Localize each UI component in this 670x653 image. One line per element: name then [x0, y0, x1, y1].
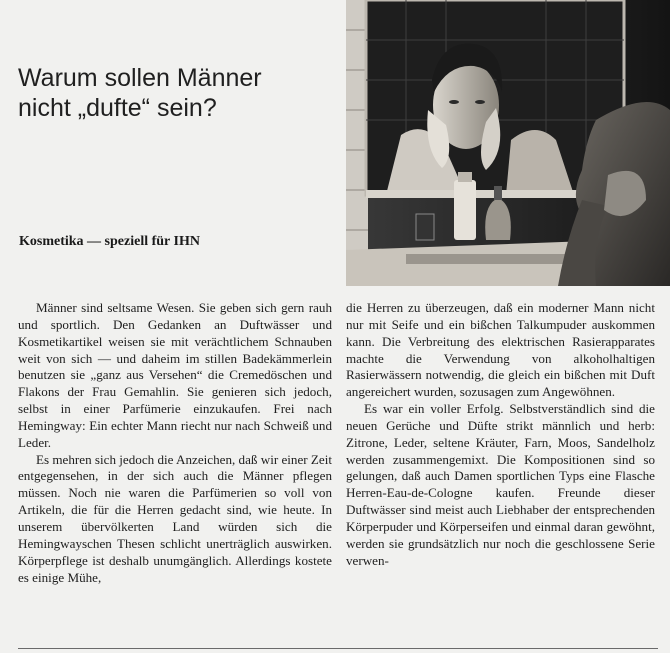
right-column: [346, 300, 655, 570]
headline-line-1: Warum sollen Männer: [18, 64, 262, 92]
man-shaving-mirror-photo: [346, 0, 670, 286]
subheading: Kosmetika — speziell für IHN: [19, 234, 200, 249]
left-column: [18, 300, 332, 586]
headline: [18, 63, 338, 123]
headline-line-2: nicht „dufte“ sein?: [18, 94, 217, 122]
bottom-rule: [18, 648, 658, 649]
paragraph-2: Es mehren sich jedoch die Anzeichen, daß wir einer Zeit entgegensehen, in der sich auch die Männer pflegen müssen. Noch nie waren die Parfümerien so voll von Artikeln, die für die Herren gedacht sind, wie heute. In unserem übervölkerten Land würden sich die Hemingwayschen Thesen schlicht unerträglich auswirken. Körperpflege ist deshalb unumgänglich. Allerdings kostete es einige Mühe,: [18, 451, 332, 585]
paragraph-1: Männer sind seltsame Wesen. Sie geben sich gern rauh und sportlich. Den Gedanken an Duftwässer und Kosmetikartikel weisen sie mit verächtlichem Schnauben weit von sich — und daheim im stillen Badekämmerlein benutzen sie „ganz aus Versehen“ die Cremedöschen und Flakons der Frau Gemahlin. Sie genieren sich jedoch, selbst in einer Parfümerie einzukaufen. Frei nach Hemingway: Ein echter Mann riecht nur nach Schweiß und Leder.: [18, 300, 332, 450]
paragraph-4: Es war ein voller Erfolg. Selbstverständlich sind die neuen Gerüche und Düfte strikt männlich und herb: Zitrone, Leder, seltene Kräuter, Farn, Moos, Sandelholz werden zusammengemixt. Die Kompositionen sind so gelungen, daß auch Damen sportlichen Typs eine Flasche Herren-Eau-de-Cologne kaufen. Freunde dieser Duftwässer sind meist auch Liebhaber der entsprechenden Körperpuder und Körperseifen und einmal daran gewöhnt, werden sie grundsätzlich nur noch die geschlossene Serie verwen-: [346, 401, 655, 568]
photo-illustration: [346, 0, 670, 286]
paragraph-3: die Herren zu überzeugen, daß ein moderner Mann nicht nur mit Seife und ein bißchen Talkumpuder auskommen kann. Die Verbreitung des elektrischen Rasierapparates machte die Verwendung von alkoholhaltigen Rasierwässern notwendig, die gleich ein bißchen mit Duft angereichert wurden, sozusagen zum Angewöhnen.: [346, 300, 655, 400]
